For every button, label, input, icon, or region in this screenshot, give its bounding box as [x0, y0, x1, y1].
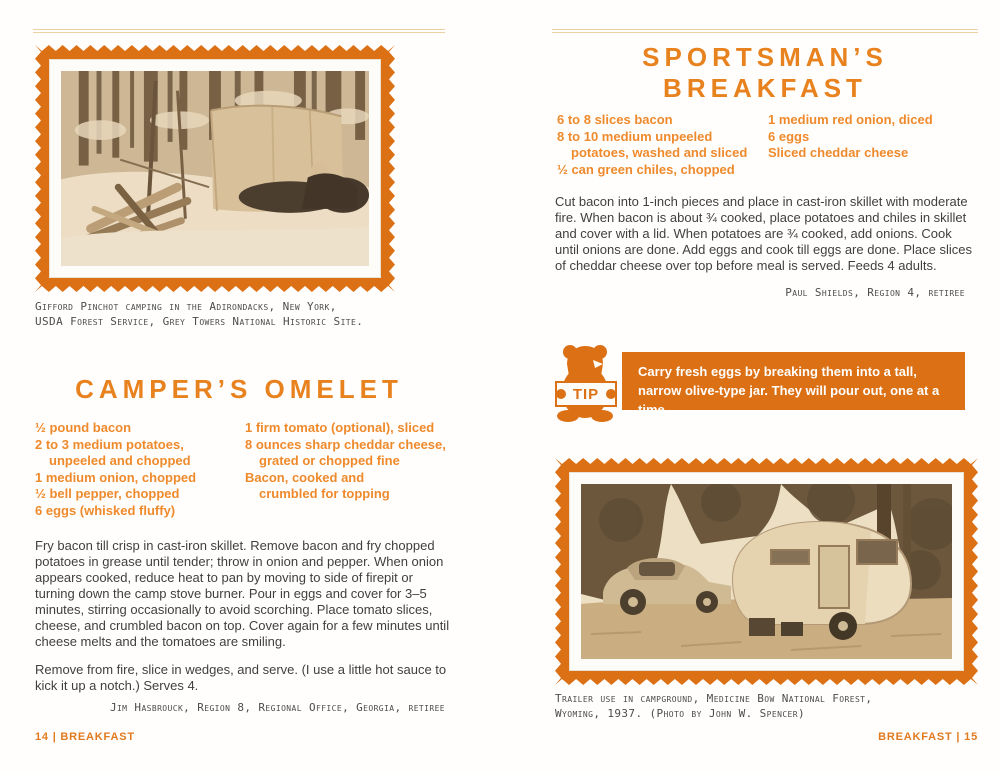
omelet-instructions-p2: Remove from fire, slice in wedges, and serve. (I use a little hot sauce to kick it up a notch.) Serves 4. — [35, 662, 447, 693]
ingredient-line: unpeeled and chopped — [49, 453, 191, 468]
caption-line: Wyoming, 1937. (Photo by John W. Spencer) — [555, 707, 805, 720]
breakfast-attribution: Paul Shields, Region 4, retiree — [785, 286, 965, 299]
camp-photo-illustration — [61, 71, 369, 266]
ingredient-line: Bacon, cooked and — [245, 469, 365, 485]
ingredient-line: ½ pound bacon — [35, 420, 132, 435]
caption-line: USDA Forest Service, Grey Towers National Historic Site. — [35, 315, 364, 328]
campers-omelet-title: CAMPER’S OMELET — [75, 374, 403, 404]
camp-photo-frame — [35, 45, 395, 292]
omelet-instructions-p1: Fry bacon till crisp in cast-iron skillet. Remove bacon and fry chopped potatoes in grease until tender; throw in onion and pepper. When onion appears cooked, reduce heat to pan by moving to side of firepit or turning down the camp stove burner. Pour in eggs and cover for 3–5 minutes, stirring occasionally to avoid scorching. Place tomato slices, cheese, and crumbled bacon on top. Cover again for a few minutes until cheese melts and the tomatoes are smiling. — [35, 538, 450, 649]
camp-photo-caption — [35, 299, 440, 329]
breakfast-ingredients-col2 — [768, 112, 978, 162]
svg-text:TIP: TIP — [572, 386, 600, 403]
ingredient-line: Sliced cheddar cheese — [768, 145, 909, 160]
ingredient-line: 6 eggs — [768, 128, 810, 144]
trailer-photo-caption — [555, 691, 975, 721]
caption-line: Trailer use in campground, Medicine Bow National Forest, — [555, 692, 873, 705]
left-page-footer: 14 | BREAKFAST — [35, 731, 135, 743]
ingredient-line: 2 to 3 medium potatoes, — [35, 436, 184, 452]
sportsmans-breakfast-title — [552, 42, 978, 104]
ingredient-line: potatoes, washed and sliced — [571, 145, 748, 160]
trailer-photo-frame — [555, 458, 978, 685]
right-page-top-rule — [552, 29, 978, 33]
ingredient-line: 1 firm tomato (optional), sliced — [245, 420, 435, 435]
trailer-photo-illustration — [581, 484, 952, 659]
ingredient-line: 6 to 8 slices bacon — [557, 112, 673, 127]
ingredient-line: ½ bell pepper, chopped — [35, 486, 180, 501]
tip-box — [622, 352, 965, 417]
trailer-photo — [581, 484, 952, 659]
ingredient-line: 1 medium onion, chopped — [35, 469, 197, 485]
tip-bear-icon — [555, 342, 617, 422]
tip-text: Carry fresh eggs by breaking them into a tall, narrow olive-type jar. They will pour out, one at a time. — [638, 364, 940, 417]
omelet-attribution: Jim Hasbrouck, Region 8, Regional Office, Georgia, retiree — [109, 701, 445, 714]
title-line: SPORTSMAN’S — [642, 42, 888, 72]
ingredient-line: crumbled for topping — [259, 486, 390, 501]
ingredient-line: 6 eggs (whisked fluffy) — [35, 502, 176, 518]
ingredient-line: 8 to 10 medium unpeeled — [557, 128, 713, 144]
ingredient-line: 1 medium red onion, diced — [768, 112, 933, 127]
ingredient-line: grated or chopped fine — [259, 453, 400, 468]
omelet-ingredients-col1 — [35, 420, 240, 519]
omelet-ingredients-col2 — [245, 420, 455, 503]
breakfast-instructions: Cut bacon into 1-inch pieces and place in cast-iron skillet with moderate fire. When bacon is about ¾ cooked, place potatoes and chiles in skillet and cover with a lid. When potatoes are ¾ cooked, add onions. Cook until onions are done. Add eggs and cook till eggs are done. Place slices of cheddar cheese over top before meal is served. Feeds 4 adults. — [555, 194, 972, 273]
camp-photo — [61, 71, 369, 266]
left-page-top-rule — [33, 29, 445, 33]
breakfast-ingredients-col1 — [557, 112, 767, 178]
ingredient-line: 8 ounces sharp cheddar cheese, — [245, 436, 446, 452]
caption-line: Gifford Pinchot camping in the Adirondacks, New York, — [35, 300, 337, 313]
title-line: BREAKFAST — [663, 73, 867, 103]
ingredient-line: ½ can green chiles, chopped — [557, 161, 735, 177]
right-page-footer: BREAKFAST | 15 — [878, 731, 978, 743]
